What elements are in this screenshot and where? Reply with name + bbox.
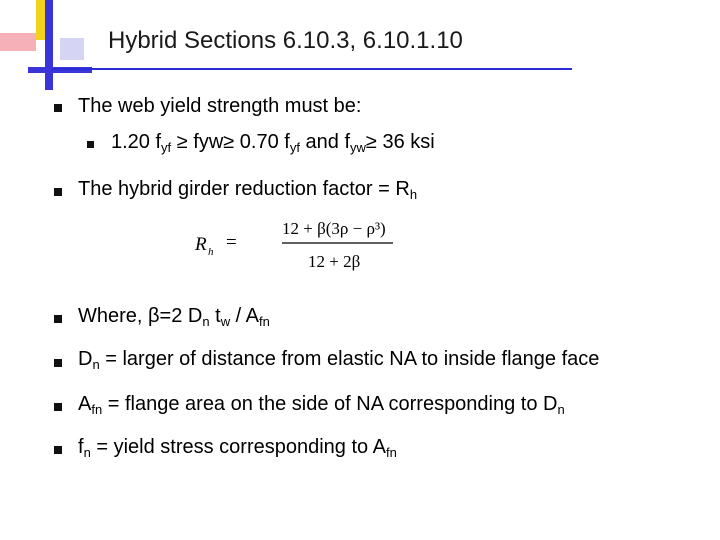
text-part: = larger of distance from elastic NA to inside flange face: [99, 348, 600, 370]
bullet-yield-inequality: [111, 131, 435, 154]
title-underline: [52, 68, 572, 70]
bullet-web-yield: [78, 95, 361, 118]
square-bullet-icon: [54, 446, 62, 454]
text-part: D: [78, 348, 93, 370]
subscript: yf: [161, 140, 172, 155]
subscript: n: [92, 357, 100, 372]
square-bullet-icon: [54, 104, 62, 112]
formula-equals: =: [226, 232, 237, 253]
subscript: fn: [91, 402, 103, 417]
blue-vertical-bar: [45, 0, 53, 90]
subscript: h: [409, 187, 418, 202]
bullet-fn-definition: [78, 436, 397, 459]
text-part: and f: [299, 131, 351, 153]
rh-formula: [193, 212, 403, 274]
square-bullet-icon: [54, 315, 62, 323]
text-part: f: [78, 436, 84, 458]
subscript: yw: [350, 140, 366, 155]
bullet-dn-definition: [78, 348, 599, 371]
text-part: A: [78, 393, 92, 415]
bullet-afn-definition: [78, 393, 565, 416]
text-part: The hybrid girder reduction factor = R: [78, 178, 410, 200]
bullet-text: The web yield strength must be:: [78, 95, 362, 117]
pink-block: [0, 33, 36, 51]
text-part: / A: [230, 305, 259, 327]
slide-title: Hybrid Sections 6.10.3, 6.10.1.10: [108, 27, 463, 54]
text-part: Where, β=2 D: [78, 305, 203, 327]
bullet-beta-definition: [78, 305, 270, 328]
corner-decoration: [0, 0, 110, 90]
subscript: yf: [289, 140, 300, 155]
bullet-reduction-factor: [78, 178, 417, 201]
subscript: n: [202, 314, 210, 329]
lavender-block: [60, 38, 84, 60]
subscript: n: [83, 445, 91, 460]
square-bullet-icon: [54, 403, 62, 411]
subscript: fn: [258, 314, 270, 329]
square-bullet-icon: [87, 141, 94, 148]
text-part: ≥ fyw≥ 0.70 f: [171, 131, 290, 153]
square-bullet-icon: [54, 359, 62, 367]
text-part: ≥ 36 ksi: [365, 131, 435, 153]
subscript: w: [220, 314, 231, 329]
text-part: = yield stress corresponding to A: [90, 436, 386, 458]
formula-lhs-subscript: h: [208, 246, 214, 258]
square-bullet-icon: [54, 188, 62, 196]
text-part: 1.20 f: [111, 131, 162, 153]
text-part: t: [209, 305, 221, 327]
subscript: fn: [385, 445, 397, 460]
subscript: n: [557, 402, 565, 417]
text-part: = flange area on the side of NA corresponding to D: [102, 393, 558, 415]
formula-denominator: 12 + 2β: [308, 252, 361, 271]
formula-numerator: 12 + β(3ρ − ρ³): [282, 219, 386, 238]
formula-lhs: R: [195, 234, 207, 255]
